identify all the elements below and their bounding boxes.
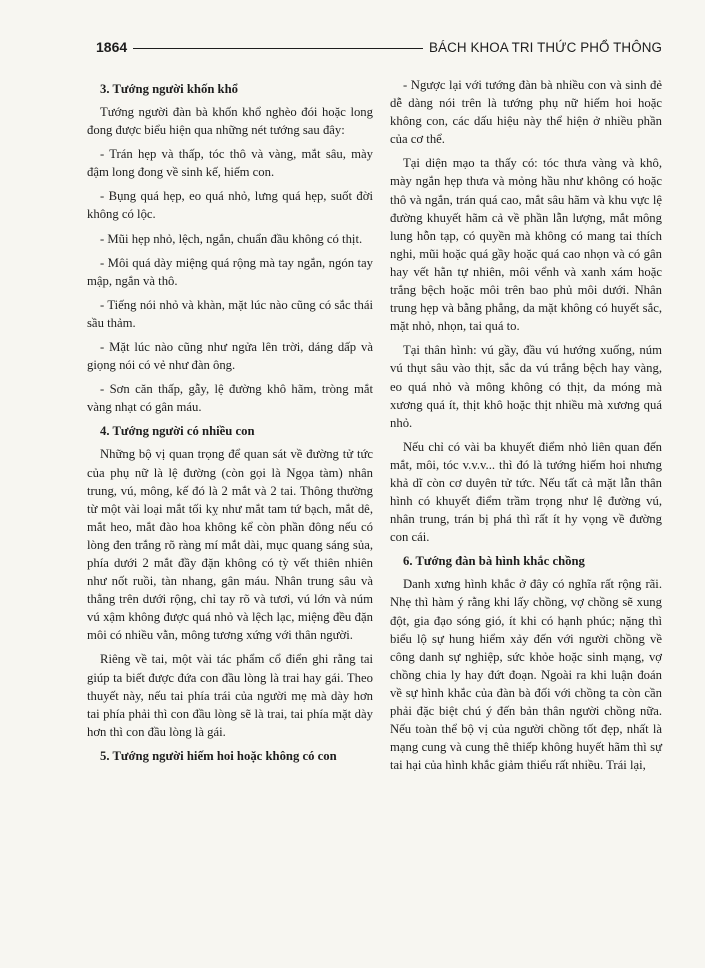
section-5-paragraph: - Ngược lại với tướng đàn bà nhiều con và sinh đẻ dễ dàng nói trên là tướng phụ nữ hiếm hoi hoặc không con, các dấu hiệu này thể hiện ở nhiều phần của cơ thể. [390,78,662,147]
right-column [390,76,662,780]
section-5-paragraph: Nếu chỉ có vài ba khuyết điểm nhỏ liên quan đến mắt, môi, tóc v.v.v... thì đó là tướng hiếm hoi nhưng khả dĩ còn cơ duyên tử tức. Nếu tất cả mặt lẫn thân hình có khuyết điểm trầm trọng như lệ đường vú, nhân trung, trán bị phá thì rất ít hy vọng về đường con cái. [390,439,662,545]
section-4-paragraph: Những bộ vị quan trọng để quan sát về đường tử tức của phụ nữ là lệ đường (còn gọi là Ngọa tàm) nhân trung, vú, mông, kế đó là 2 mắt và 2 tai. Thông thường từ một vài loại mắt tối kỵ như mắt tam tứ bạch, mắt dê, mắt heo, mắt đào hoa không kể còn phần đông nếu có lòng đen trắng rõ ràng mí mắt dài, mục quang sáng sủa, phía dưới 2 mắt đầy đặn không có tỳ vết thiên nhiên như nốt ruồi, tàn nhang, gân máu. Nhân trung sâu và thẳng trên dưới rộng, chỉ tay rõ và tươi, vú lớn và núm vú xậm không được quá nhỏ và lệch lạc, miệng đều đặn môi có nhiều vằn, mông tương xứng với thân người. [87,447,373,643]
section-3-bullet: - Môi quá dày miệng quá rộng mà tay ngắn, ngón tay mập, ngắn và thô. [87,255,373,288]
section-3-heading: 3. Tướng người khốn khổ [100,82,239,96]
running-title: BÁCH KHOA TRI THỨC PHỔ THÔNG [429,39,662,55]
section-3-bullet: - Sơn căn thấp, gẫy, lệ đường khô hãm, tròng mắt vàng nhạt có gân máu. [87,382,373,415]
section-4-paragraph: Riêng về tai, một vài tác phẩm cổ điển ghi rằng tai giúp ta biết được đứa con đầu lòng là trai hay gái. Theo thuyết này, nếu tai phía trái của người mẹ mà dày hơn tai phía phải thì con đầu lòng sẽ là trai, tai phía mặt dày hơn thì con đầu lòng là gái. [87,652,373,739]
page-number: 1864 [96,39,128,55]
section-6-heading: 6. Tướng đàn bà hình khắc chồng [403,554,585,569]
section-3-bullet: - Bụng quá hẹp, eo quá nhỏ, lưng quá hẹp, suốt đời không có lộc. [87,189,373,222]
section-3-bullet: - Trán hẹp và thấp, tóc thô và vàng, mắt sâu, mày đậm long đong về sinh kế, hiếm con. [87,147,373,180]
section-5-heading: 5. Tướng người hiếm hoi hoặc không có con [100,748,337,763]
left-column [87,76,373,770]
section-3-bullet: - Mũi hẹp nhỏ, lệch, ngắn, chuẩn đầu không có thịt. [100,231,363,246]
header-rule [133,48,423,49]
section-6-paragraph: Danh xưng hình khắc ở đây có nghĩa rất rộng rãi. Nhẹ thì hàm ý rằng khi lấy chồng, vợ chồng sẽ xung đột, gia đạo sóng gió, ít khi có hạnh phúc; nặng thì biểu lộ sự hung hiểm xảy đến với người chồng về công danh sự nghiệp, sức khỏe hoặc sinh mạng, vợ chồng chia ly hay đứt đoạn. Ngoài ra khi luận đoán về sự hình khắc của đàn bà đối với chồng ta còn cần phải đặc biệt chú ý đến bản thân người chồng nữa. Nếu toàn thể bộ vị của người chồng tốt đẹp, nhất là mạng cung và cung thê thiếp không huyết hãm thì sự tai hại của hình khắc giảm thiểu rất nhiều. Trái lại, [390,577,662,773]
section-5-paragraph: Tại diện mạo ta thấy có: tóc thưa vàng và khô, mày ngắn hẹp thưa và mỏng hầu như không có hoặc thô và ngắn, trán quá cao, mắt sâu hãm và khu vực lệ đường khuyết hãm cả về phần lẫn lượng, mắt mông lung hỗn tạp, có quyền mà không có mang tai thích nghi, mũi hoặc quá gầy hoặc quá cao nhọn và có gân hay vết hằn tự nhiên, môi vểnh và xanh xám hoặc trắng bệch hoặc môi trên bao phủ môi dưới. Nhân trung hẹp và bằng phẳng, da mặt không có huyết sắc, mặt nhỏ, nhọn, tai quá to. [390,156,662,334]
section-3-bullet: - Mặt lúc nào cũng như ngửa lên trời, dáng dấp và giọng nói có vẻ như đàn ông. [87,340,373,373]
section-5-paragraph: Tại thân hình: vú gầy, đầu vú hướng xuống, núm vú thụt sâu vào thịt, sắc da vú trắng bệch hay vàng, eo quá nhỏ và mông không có thịt, da móng mà xương quá ít, thịt khô hoặc thịt nhiều mà xương quá nhỏ. [390,343,662,430]
section-3-intro: Tướng người đàn bà khốn khổ nghèo đói hoặc long đong được biểu hiện qua những nét tướng sau đây: [87,105,373,138]
page-header [96,36,662,58]
section-4-heading: 4. Tướng người có nhiều con [100,424,255,439]
section-3-bullet: - Tiếng nói nhỏ và khàn, mặt lúc nào cũng có sắc thái sầu thảm. [87,297,373,330]
